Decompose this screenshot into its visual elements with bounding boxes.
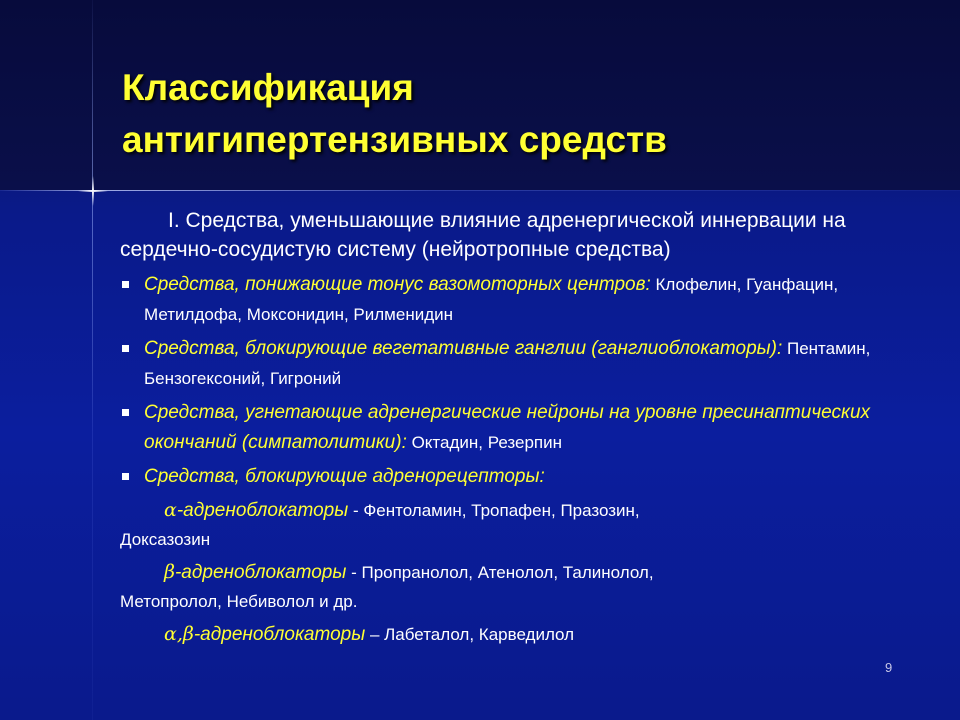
subgroup-drugs-line2: Метопролол, Небиволол и др. [120,592,358,611]
bullet-label: Средства, блокирующие вегетативные ганглии (ганглиоблокаторы): [144,338,783,359]
subgroup-label: -адреноблокаторы [174,562,347,583]
subgroup-symbol: β [164,561,175,583]
subgroup-separator: - [348,501,364,520]
page-number: 9 [885,660,893,675]
subgroup-drugs-line1: Фентоламин, Тропафен, Празозин, [363,501,640,520]
bullet-square-icon [122,409,129,416]
bullet-drugs: Октадин, Резерпин [406,433,563,452]
title-line-2: антигипертензивных средств [122,119,667,160]
bullet-square-icon [122,281,129,288]
slide-title [122,62,667,166]
bullet-label: Средства, понижающие тонус вазомоторных центров: [144,274,651,295]
subgroup-label: -адреноблокаторы [193,624,366,645]
bullet-square-icon [122,345,129,352]
intro-paragraph: I. Средства, уменьшающие влияние адренергической иннервации на сердечно-сосудистую систему (нейротропные средства) [120,209,846,261]
bullet-item [120,462,880,492]
subgroup-separator: - [346,563,362,582]
subgroup-beta [120,558,880,616]
subgroup-label: -адреноблокаторы [176,500,349,521]
bullet-label: Средства, угнетающие адренергические нейроны на уровне пресинаптических окончаний (симпатолитики): [144,402,871,453]
slide-content [120,206,880,649]
subgroup-symbol: α [164,499,177,521]
bullet-list [120,270,880,492]
bullet-drugs: Пентамин, Бензогексоний, Гигроний [144,339,871,388]
bullet-square-icon [122,473,129,480]
bullet-label: Средства, блокирующие адренорецепторы: [144,466,545,487]
subgroup-alpha [120,496,880,554]
decor-horizontal-line [0,190,960,191]
subgroup-drugs-line1: Лабеталол, Карведилол [384,625,575,644]
decor-vertical-line [92,0,93,720]
bullet-item [120,270,880,330]
subgroup-symbol: α,β [164,623,194,645]
subgroup-alpha-beta [120,620,880,649]
sparkle-icon [78,176,108,206]
bullet-drugs: Клофелин, Гуанфацин, Метилдофа, Моксонидин, Рилменидин [144,275,839,324]
subgroup-separator: – [365,625,385,644]
title-line-1: Классификация [122,67,414,108]
subgroup-drugs-line2: Доксазозин [120,530,211,549]
subgroup-drugs-line1: Пропранолол, Атенолол, Талинолол, [361,563,654,582]
bullet-item [120,398,880,458]
bullet-item [120,334,880,394]
